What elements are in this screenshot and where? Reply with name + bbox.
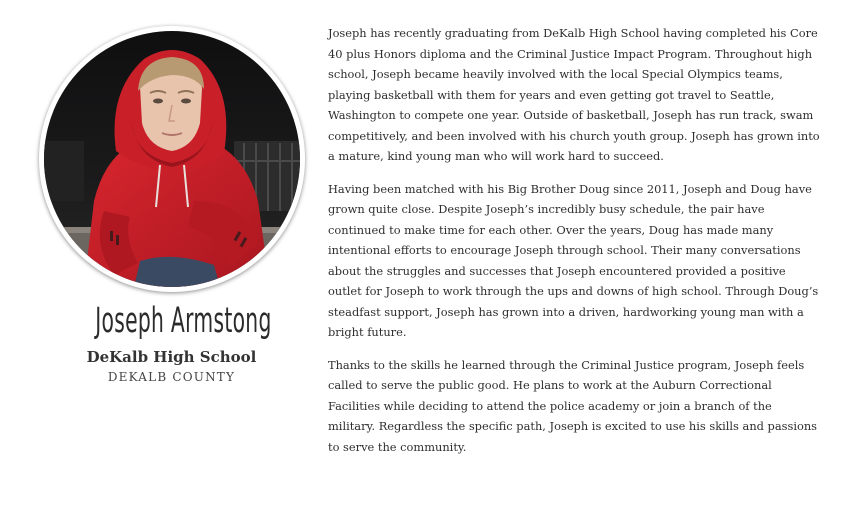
bio-paragraph-1: Joseph has recently graduating from DeKalb High School having completed his Core 40 plus Honors diploma and the Criminal Justice Impact Program. Throughout high school, Joseph became heavily involved with the local Special Olympics teams, playing basketball with them for years and even getting got travel to Seattle, Washington to compete one year. Outside of basketball, Joseph has run track, swam competitively, and been involved with his church youth group. Joseph has grown into a mature, kind young man who will work hard to succeed. <box>328 26 820 163</box>
person-name: Joseph Armstong <box>95 301 272 341</box>
bio-paragraph-3: Thanks to the skills he learned through the Criminal Justice program, Joseph feels called to serve the public good. He plans to work at the Auburn Correctional Facilities while deciding to attend the police academy or join a branch of the military. Regardless the specific path, Joseph is excited to use his skills and passions to serve the community. <box>328 357 818 454</box>
bio-paragraph-2: Having been matched with his Big Brother Doug since 2011, Joseph and Doug have grown quite close. Despite Joseph’s incredibly busy schedule, the pair have continued to make time for each other. Over the years, Doug has made many intentional efforts to encourage Joseph through school. Their many conversations about the struggles and successes that Joseph encountered provided a positive outlet for Joseph to work through the ups and downs of high school. Through Doug’s steadfast support, Joseph has grown into a driven, hardworking young man with a bright future. <box>328 181 819 339</box>
profile-photo <box>39 26 305 292</box>
county-name: DEKALB COUNTY <box>107 370 236 384</box>
school-name: DeKalb High School <box>86 348 257 366</box>
bio-text <box>328 23 820 469</box>
portrait-image <box>44 31 300 287</box>
